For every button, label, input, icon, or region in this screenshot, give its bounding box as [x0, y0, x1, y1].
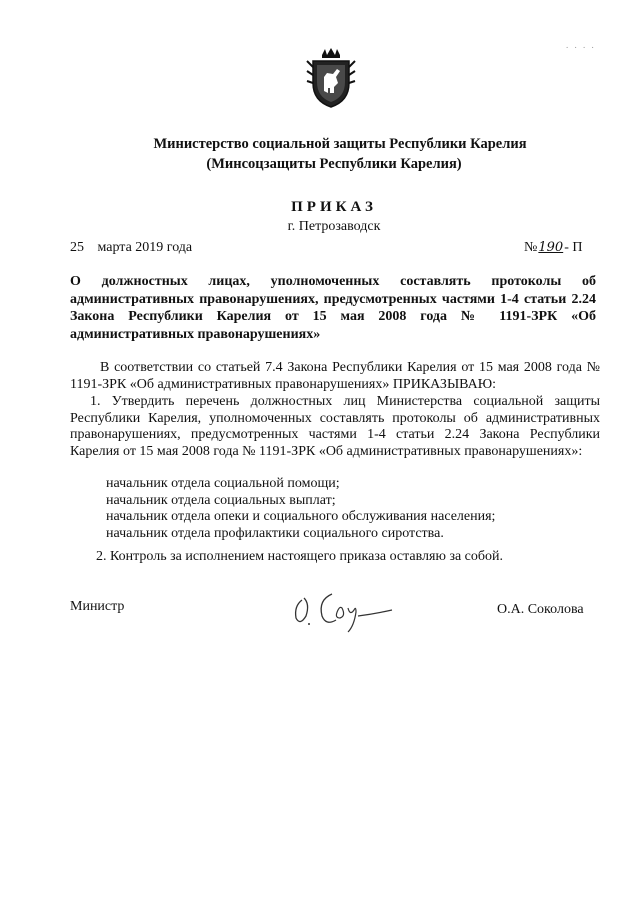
- ministry-short-name: (Минсоцзащиты Республики Карелия): [206, 156, 462, 172]
- coat-of-arms-emblem: [305, 47, 357, 109]
- document-number: [524, 240, 582, 256]
- number-suffix: - П: [564, 240, 583, 255]
- item-2-paragraph: 2. Контроль за исполнением настоящего приказа оставляю за собой.: [96, 549, 504, 564]
- intro-paragraph: В соответствии со статьей 7.4 Закона Республики Карелия от 15 мая 2008 года № 1191-ЗРК «Об административных правонарушениях» ПРИКАЗЫВАЮ:: [70, 360, 600, 392]
- signatory-name: О.А. Соколова: [497, 602, 584, 617]
- date-month-year: марта 2019 года: [97, 240, 193, 255]
- officials-list: [106, 476, 495, 542]
- signatory-title: Министр: [70, 599, 125, 614]
- corner-mark: . . . .: [566, 40, 596, 50]
- document-type-title: ПРИКАЗ: [291, 199, 377, 215]
- number-prefix: №: [524, 240, 538, 255]
- city-line: г. Петрозаводск: [287, 219, 381, 234]
- ministry-full-name: Министерство социальной защиты Республики Карелия: [153, 136, 527, 152]
- list-item: начальник отдела профилактики социального сиротства.: [106, 525, 444, 541]
- handwritten-signature: [288, 586, 400, 636]
- document-date: [70, 240, 192, 256]
- list-item: начальник отдела опеки и социального обслуживания населения;: [106, 509, 496, 524]
- list-item: начальник отдела социальной помощи;: [106, 476, 340, 491]
- list-item: начальник отдела социальных выплат;: [106, 492, 336, 508]
- item-1-paragraph: 1. Утвердить перечень должностных лиц Министерства социальной защиты Республики Карелия, уполномоченных составлять протоколы об административных правонарушениях, предусмотренных частями 1-4 статьи 2.24 Закона Республики Карелия от 15 мая 2008 года № 1191-ЗРК «Об административных правонарушениях»:: [70, 394, 600, 459]
- number-handwritten: 190: [538, 240, 564, 255]
- date-day: 25: [70, 240, 84, 255]
- document-subject: О должностных лицах, уполномоченных составлять протоколы об административных правонарушениях, предусмотренных частями 1-4 статьи 2.24 Закона Республики Карелия от 15 мая 2008 года № 1191-ЗРК «Об административных правонарушениях»: [70, 274, 596, 342]
